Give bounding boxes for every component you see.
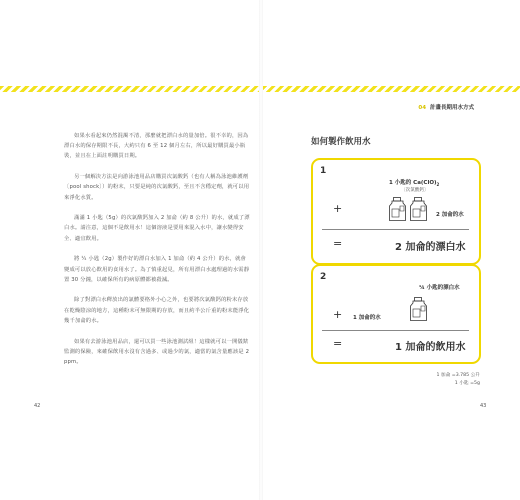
bottle-icon — [409, 297, 428, 321]
equals-sign: = — [333, 337, 343, 350]
left-page-body — [64, 131, 250, 378]
divider — [322, 229, 469, 230]
bottle-icon — [409, 197, 428, 221]
footnote-teaspoon: 1 小匙 =5g — [454, 381, 480, 386]
step2-box — [311, 264, 481, 364]
step1-water-label: 2 加侖的水 — [436, 212, 464, 218]
paragraph: 另一個解決方法是向游泳池用品店購買次氯酸鈣（也有人稱為泳池維護劑〔pool shock〕）的粉末，只要是純的次氯酸鈣，至且不含穩定劑，就可以用來淨化水質。 — [64, 174, 250, 201]
equals-sign: = — [333, 237, 343, 250]
divider — [322, 330, 469, 331]
left-page-number: 42 — [34, 403, 41, 409]
step1-result: 2 加侖的漂白水 — [395, 242, 466, 253]
step1-ingredient-note: 〔次氯酸鈣〕 — [401, 188, 429, 193]
step1-box — [311, 158, 481, 265]
step1-number: 1 — [320, 166, 327, 176]
step2-result: 1 加侖的飲用水 — [395, 342, 466, 353]
chapter-title: 計畫長期用水方式 — [429, 105, 474, 111]
paragraph: 除了對漂白水釋放出的氯體要格外小心之外，也要將次氯酸鈣的粉末存放在乾燥陰涼的地方，這種粉末可無限期的存放，而且約半公斤重的粉末能淨化幾千加侖的水。 — [64, 297, 250, 324]
book-gutter — [259, 0, 263, 500]
step1-ingredient-label: 1 小匙的 $Ca(ClO)_2$ — [389, 180, 440, 188]
section-title: 如何製作飲用水 — [311, 137, 371, 147]
chapter-header — [418, 103, 474, 111]
step2-ingredient-label: ¼ 小匙的漂白水 — [419, 285, 460, 291]
paragraph: 如果有去游泳池用品店，還可以買一些泳池測試組！這樣就可以一開儀錶監測的保險，來確保飲用水沒有含過多、或過少的氯，適當的氯含量應該是 2 ppm。 — [64, 338, 250, 365]
footnote-gallon: 1 加侖 =3.785 公升 — [436, 373, 480, 378]
chapter-number: 04 — [418, 105, 427, 111]
paragraph: 滿滿 1 小匙（5g）的次氯酸鈣加入 2 加侖（約 8 公升）的水，就成了漂白水。請注意，這個不是飲用水！這個溶液是要用來混入水中，讓水變得安全、適宜飲用。 — [64, 215, 250, 242]
plus-sign: + — [333, 202, 343, 215]
paragraph: 如果水看起來仍然混濁不清，那麼就把漂白水的量加倍。很不幸的，因為漂白水的保存期限不長，大約只有 6 至 12 個月左右，所以最好購買最小瓶裝，並且在上面註明購買日期。 — [64, 133, 249, 160]
right-page-number: 43 — [480, 403, 487, 409]
bottle-icon — [388, 197, 407, 221]
paragraph: 將 ¼ 小匙（2g）製作好的漂白水加入 1 加侖（約 4 公升）的水，就會變成可以放心飲用的食用水了。為了慎重起見，所有用漂白水處理過的水需靜置 30 分鐘，以確保所有的病原體都被殺滅。 — [64, 256, 250, 283]
step2-number: 2 — [320, 272, 327, 282]
plus-sign: + — [333, 308, 343, 321]
step2-water-label: 1 加侖的水 — [353, 315, 381, 321]
